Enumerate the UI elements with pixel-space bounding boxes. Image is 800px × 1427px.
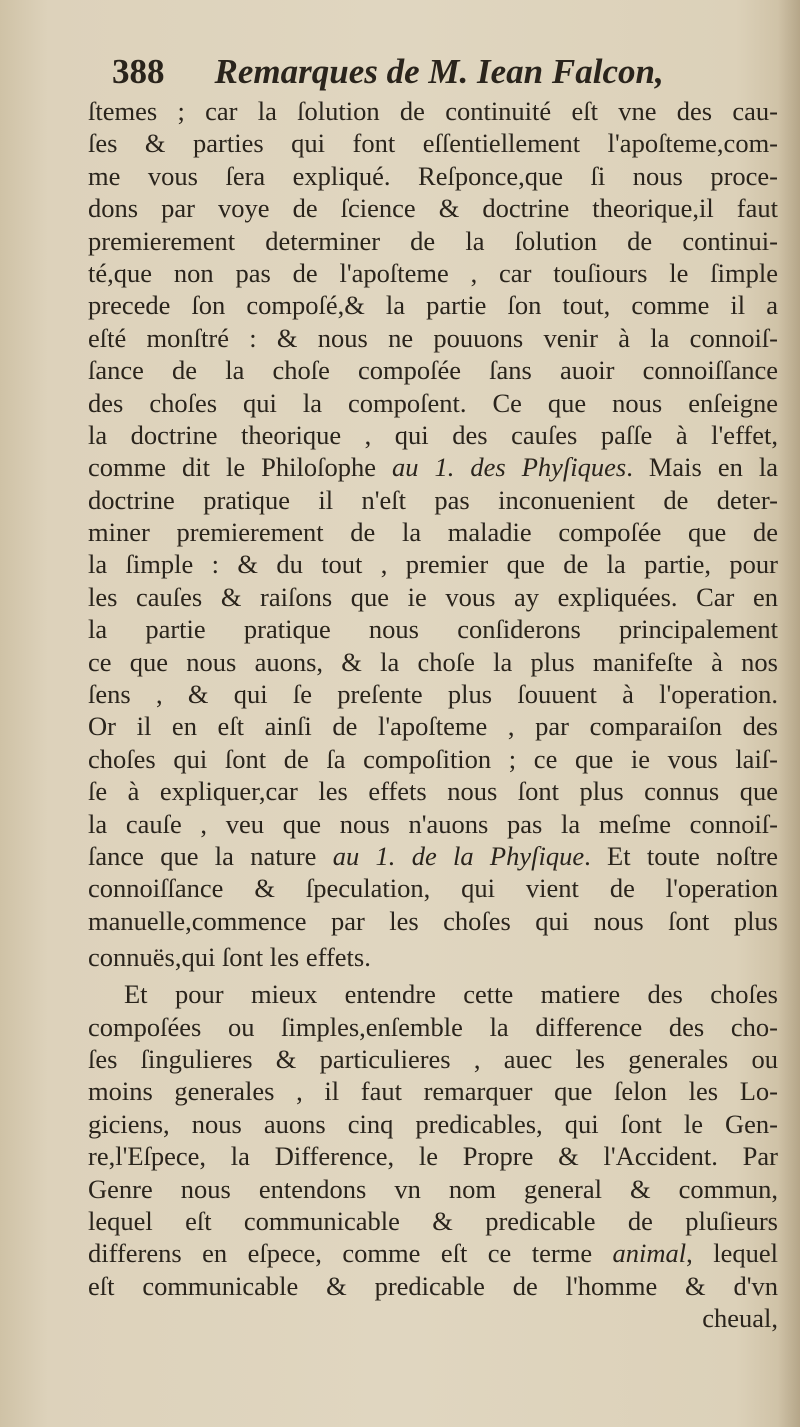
text-line: compoſées ou ſimples,enſemble la difference des cho-: [88, 1011, 778, 1042]
text-line: ce que nous auons, & la choſe la plus manifeſte à nos: [88, 646, 778, 677]
text-line: ſens , & qui ſe preſente plus ſouuent à l'operation.: [88, 679, 778, 710]
text-line: ſes ſingulieres & particulieres , auec les generales ou: [88, 1043, 778, 1074]
text-line: la ſimple : & du tout , premier que de la partie, pour: [88, 549, 778, 580]
text-line: les cauſes & raiſons que ie vous ay expliquées. Car en: [88, 581, 778, 612]
paragraph-end-line: connuës,qui ſont les effets.: [88, 942, 371, 973]
text-segment: . Et toute noſtre: [584, 840, 779, 871]
text-line: des choſes qui la compoſent. Ce que nous enſeigne: [88, 387, 778, 418]
text-segment: , lequel: [686, 1238, 779, 1269]
citation: au 1. des Phyſiques: [391, 452, 627, 483]
text-line: ſes & parties qui font eſſentiellement l'apoſteme,com-: [88, 128, 778, 159]
paragraph-start-line: Et pour mieux entendre cette matiere des choſes: [124, 979, 778, 1010]
text-line: doctrine pratique il n'eſt pas inconuenient de deter-: [88, 484, 778, 515]
text-segment: . Mais en la: [626, 452, 779, 483]
text-line: la cauſe , veu que nous n'auons pas la meſme connoiſ-: [88, 808, 778, 839]
text-line: té,que non pas de l'apoſteme , car touſiours le ſimple: [88, 257, 778, 288]
body-text: [88, 95, 778, 1334]
text-line: moins generales , il faut remarquer que ſelon les Lo-: [88, 1076, 778, 1107]
text-line: dons par voye de ſcience & doctrine theorique,il faut: [88, 193, 778, 224]
text-line: [88, 451, 778, 483]
text-line: connoiſſance & ſpeculation, qui vient de l'operation: [88, 873, 778, 904]
text-line: [88, 840, 778, 872]
text-line: premierement determiner de la ſolution de continui-: [88, 225, 778, 256]
text-line: precede ſon compoſé,& la partie ſon tout, comme il a: [88, 290, 778, 321]
text-line: la partie pratique nous conſiderons principalement: [88, 614, 778, 645]
text-line: choſes qui ſont de ſa compoſition ; ce que ie vous laiſ-: [88, 743, 778, 774]
emphasis-term: animal: [612, 1238, 687, 1269]
running-title: Remarques de M. Iean Falcon,: [214, 52, 664, 91]
text-line: giciens, nous auons cinq predicables, qui ſont le Gen-: [88, 1108, 778, 1139]
text-line: me vous ſera expliqué. Reſponce,que ſi nous proce-: [88, 160, 778, 191]
text-line: Or il en eſt ainſi de l'apoſteme , par comparaiſon des: [88, 711, 778, 742]
text-line: lequel eſt communicable & predicable de pluſieurs: [88, 1205, 778, 1236]
text-line: re,l'Eſpece, la Difference, le Propre & l'Accident. Par: [88, 1141, 778, 1172]
text-segment: comme dit le Philoſophe: [88, 452, 392, 483]
catchword: cheual,: [702, 1303, 778, 1334]
text-line: eſté monſtré : & nous ne pouuons venir à la connoiſ-: [88, 322, 778, 353]
text-segment: differens en eſpece, comme eſt ce terme: [88, 1238, 613, 1269]
text-line: [88, 1237, 778, 1269]
text-line: miner premierement de la maladie compoſée que de: [88, 517, 778, 548]
citation: au 1. de la Phyſique: [332, 840, 585, 871]
text-line: ſance de la choſe compoſée ſans auoir connoiſſance: [88, 355, 778, 386]
text-line: la doctrine theorique , qui des cauſes paſſe à l'effet,: [88, 419, 778, 450]
text-segment: ſance que la nature: [88, 840, 333, 871]
page-header: [112, 52, 712, 92]
text-line: manuelle,commence par les choſes qui nous ſont plus: [88, 905, 778, 936]
text-line: Genre nous entendons vn nom general & commun,: [88, 1173, 778, 1204]
text-line: ſe à expliquer,car les effets nous ſont plus connus que: [88, 776, 778, 807]
page-number: 388: [112, 52, 165, 91]
text-line: ſtemes ; car la ſolution de continuité eſt vne des cau-: [88, 96, 778, 126]
text-line: eſt communicable & predicable de l'homme & d'vn: [88, 1270, 778, 1301]
